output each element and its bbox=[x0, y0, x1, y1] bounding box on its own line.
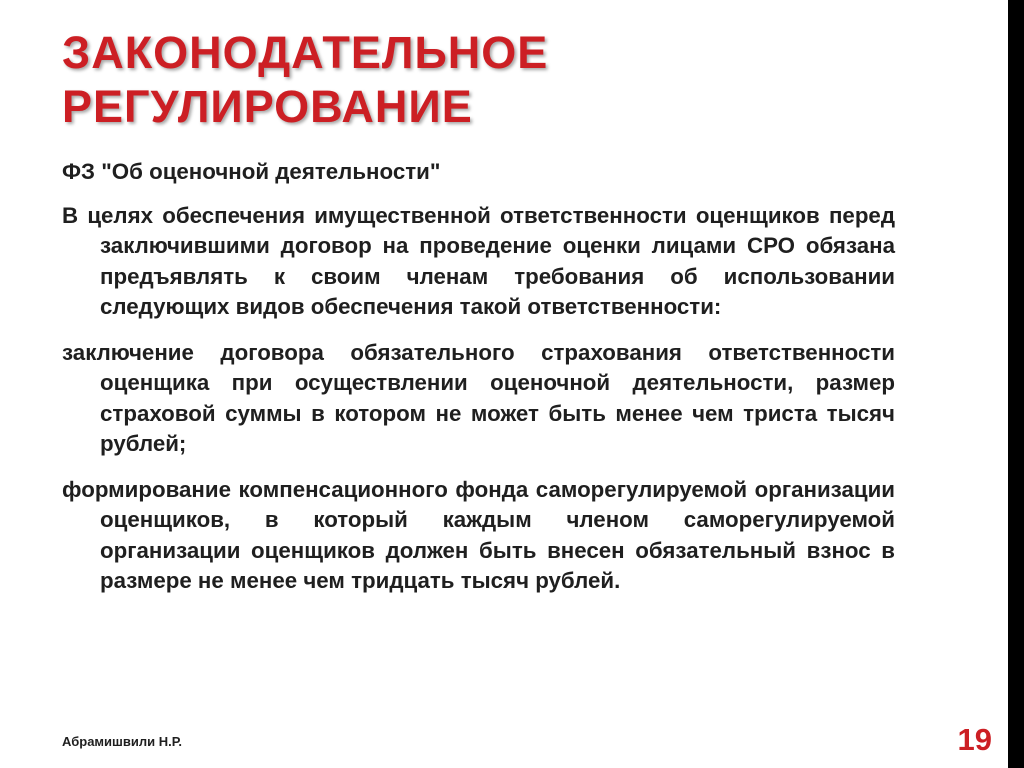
paragraph-insurance: заключение договора обязательного страхования ответственности оценщика при осуществлении оценочной деятельности, размер страховой суммы в котором не может быть менее чем триста тысяч рублей; bbox=[62, 339, 895, 456]
slide-subtitle: ФЗ "Об оценочной деятельности" bbox=[62, 159, 441, 184]
page-number: 19 bbox=[957, 722, 992, 757]
author-footer: Абрамишвили Н.Р. bbox=[62, 734, 183, 749]
right-edge-bar bbox=[1008, 0, 1024, 768]
slide-title-line-1: ЗАКОНОДАТЕЛЬНОЕ bbox=[62, 27, 549, 78]
paragraph-compensation-fund: формирование компенсационного фонда саморегулируемой организации оценщиков, в который каждым членом саморегулируемой организации оценщиков должен быть внесен обязательный взнос в размере не менее чем тридцать тысяч рублей. bbox=[62, 476, 895, 593]
slide-title bbox=[62, 26, 962, 134]
slide-content bbox=[62, 157, 895, 612]
paragraph-intro: В целях обеспечения имущественной ответственности оценщиков перед заключившими договор на проведение оценки лицами СРО обязана предъявлять к своим членам требования об использовании следующих видов обеспечения такой ответственности: bbox=[62, 202, 895, 319]
slide-title-line-2: РЕГУЛИРОВАНИЕ bbox=[62, 81, 473, 132]
